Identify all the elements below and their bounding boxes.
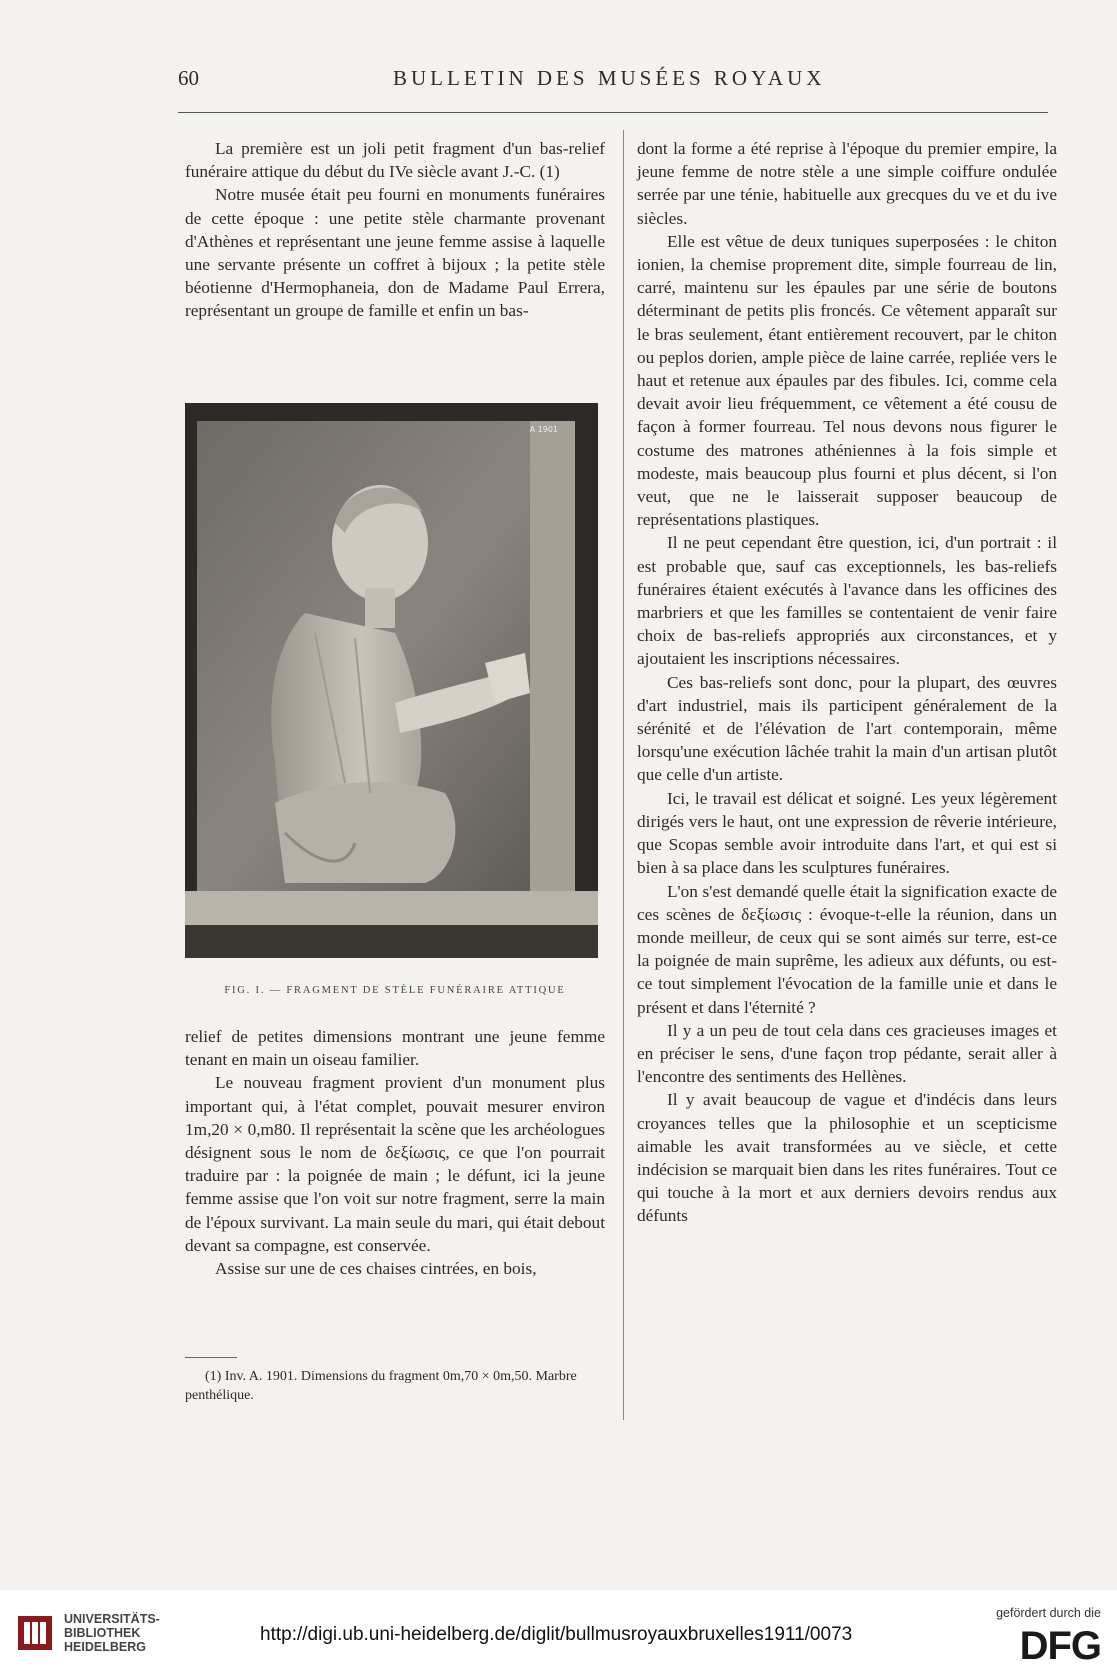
digitization-footer [0,1590,1117,1678]
stele-photograph [185,403,598,958]
paragraph: Elle est vêtue de deux tuniques superposées : le chiton ionien, la chemise proprement dite, simple fourreau de lin, carré, maintenu sur les épaules par une série de boutons déterminant de petits plis froncés. Ce vêtement apparaît sur le bras seulement, étant entièrement recouvert, par le chiton ou peplos dorien, ample pièce de laine carrée, repliée vers le haut et retenue aux épaules par des fibules. Ici, comme cela devait avoir lieu fréquemment, ce vêtement a été cousu de façon à former fourreau. Tel nous devons nous figurer le costume des matrones athéniennes à la fois simple et modeste, mais beaucoup plus fourni et plus décent, si l'on veut, que ne le laisserait supposer beaucoup de représentations plastiques. [637,231,1057,530]
paragraph: Il ne peut cependant être question, ici, d'un portrait : il est probable que, sauf cas exceptionnels, les bas-reliefs funéraires étaient exécutés à l'avance dans les officines des marbriers et que les familles se contentaient de venir faire choix de bas-reliefs appropriés aux circonstances, et y ajoutaient les inscriptions nécessaires. [637,533,1057,669]
left-column-bottom [185,1025,605,1280]
running-head [178,66,1048,94]
paragraph: Ici, le travail est délicat et soigné. Les yeux légèrement dirigés vers le haut, ont une expression de rêverie intérieure, que Scopas semble avoir introduite dans l'art, et qui est si bien à sa place dans les sculptures funéraires. [637,788,1057,878]
library-name: UNIVERSITÄTS- BIBLIOTHEK HEIDELBERG [64,1612,160,1654]
funding-label: gefördert durch die [996,1606,1101,1620]
footnote-rule [185,1357,237,1358]
paragraph: Notre musée était peu fourni en monuments funéraires de cette époque : une petite stèle charmante provenant d'Athènes et représentant une jeune femme assise à laquelle une servante présente un coffret à bijoux ; la petite stèle béotienne d'Hermophaneia, don de Madame Paul Errera, représentant un groupe de famille et enfin un bas- [185,185,605,321]
journal-title: BULLETIN DES MUSÉES ROYAUX [393,66,826,90]
column-divider [623,130,624,1420]
paragraph: Le nouveau fragment provient d'un monument plus important qui, à l'état complet, pouvait mesurer environ 1m,20 × 0,m80. Il représentait la scène que les archéologues désignent sous le nom de δεξίωσις, ce que l'on pourrait traduire par : la poignée de main ; le défunt, ici la jeune femme assise que l'on voit sur notre fragment, serre la main de l'époux survivant. La main seule du mari, qui était debout devant sa compagne, est conservée. [185,1073,605,1255]
paragraph: L'on s'est demandé quelle était la signification exacte de ces scènes de δεξίωσις : évoque-t-elle la réunion, dans un monde meilleur, de ceux qui se sont aimés sur terre, est-ce la poignée de main suprême, les adieux aux défunts, ou est-ce tout simplement l'évocation de la famille unie et dans le présent et dans l'éternité ? [637,881,1057,1017]
paragraph: La première est un joli petit fragment d'un bas-relief funéraire attique du début du IVe siècle avant J.-C. (1) [185,139,605,182]
footnote: (1) Inv. A. 1901. Dimensions du fragment 0m,70 × 0m,50. Marbre penthélique. [185,1369,577,1403]
inventory-label: A 1901 [529,425,558,434]
paragraph: dont la forme a été reprise à l'époque du premier empire, la jeune femme de notre stèle a une simple coiffure ondulée serrée par une ténie, habituelle aux grecques du ve et du ive siècles. [637,139,1057,228]
paragraph: Il y avait beaucoup de vague et d'indécis dans leurs croyances telles que la philosophie et un scepticisme aimable les avait transformées au ve siècle, et cette indécision se marquait bien dans les rites funéraires. Tout ce qui touche à la mort et aux derniers devoirs rendus aux défunts [637,1090,1057,1226]
header-rule [178,112,1048,113]
source-url-link[interactable]: http://digi.ub.uni-heidelberg.de/diglit/bullmusroyauxbruxelles1911/0073 [260,1624,853,1645]
stele-relief-image [185,403,598,958]
paragraph: Assise sur une de ces chaises cintrées, en bois, [215,1259,537,1279]
left-column-top [185,137,605,323]
university-library-logo-icon [16,1614,54,1652]
paragraph: relief de petites dimensions montrant une jeune femme tenant en main un oiseau familier. [185,1027,605,1070]
figure-caption: FIG. I. — FRAGMENT DE STÈLE FUNÉRAIRE ATTIQUE [224,985,566,996]
paragraph: Il y a un peu de tout cela dans ces gracieuses images et en préciser le sens, d'une façon trop pédante, serait aller à l'encontre des sentiments des Hellènes. [637,1020,1057,1087]
page-number: 60 [178,66,199,90]
right-column [637,137,1057,1228]
paragraph: Ces bas-reliefs sont donc, pour la plupart, des œuvres d'art industriel, mais ils participent généralement de la sérénité et de l'élévation de l'art contemporain, même lorsqu'une exécution lâchée trahit la main d'un artisan plutôt que celle d'un artiste. [637,672,1057,785]
dfg-logo: DFG [1019,1624,1101,1668]
